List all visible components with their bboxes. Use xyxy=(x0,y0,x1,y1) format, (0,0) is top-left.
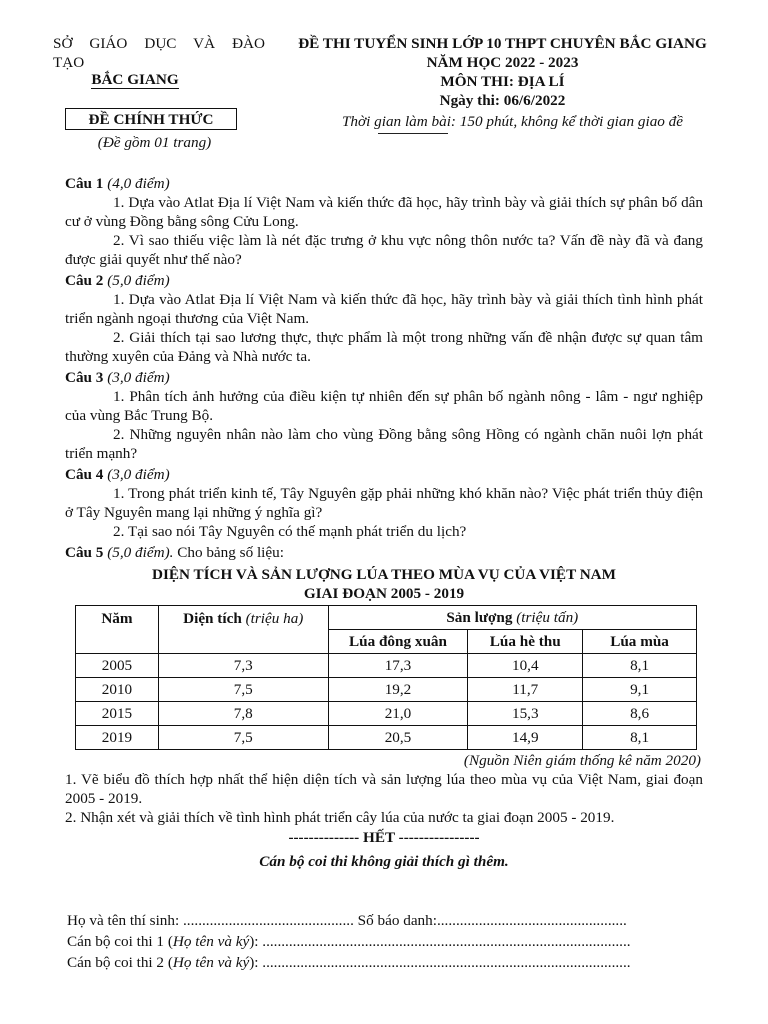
question-5 xyxy=(65,543,703,827)
table-row xyxy=(76,726,697,750)
question-item: 2. Vì sao thiếu việc làm là nét đặc trưng ở khu vực nông thôn nước ta? Vấn đề này đã và đang được giải quyết như thế nào? xyxy=(65,232,703,268)
table-cell: 8,1 xyxy=(583,726,697,750)
table-row xyxy=(76,654,697,678)
header-organization xyxy=(53,34,265,72)
table-cell: 7,8 xyxy=(158,702,328,726)
department-name-cont: TẠO xyxy=(53,54,85,71)
data-table xyxy=(75,605,697,750)
col-header-summer-autumn: Lúa hè thu xyxy=(468,630,583,654)
exam-content xyxy=(65,172,703,871)
proctor-2-label: Cán bộ coi thi 2 ( xyxy=(67,954,173,971)
question-1 xyxy=(65,174,703,269)
table-cell: 21,0 xyxy=(328,702,468,726)
question-2 xyxy=(65,271,703,366)
col-header-area-unit: (triệu ha) xyxy=(245,610,304,627)
table-cell: 2015 xyxy=(76,702,159,726)
question-points: (3,0 điểm) xyxy=(107,369,170,386)
col-header-output xyxy=(328,606,696,630)
subject: MÔN THI: ĐỊA LÍ xyxy=(440,73,565,90)
proctor-1-line xyxy=(67,931,703,952)
official-exam-badge: ĐỀ CHÍNH THỨC xyxy=(65,108,237,130)
question-label: Câu 5 xyxy=(65,544,104,561)
proctor-2-dots: ): ................................................................................................. xyxy=(249,954,631,971)
proctor-1-label: Cán bộ coi thi 1 ( xyxy=(67,933,173,950)
col-header-area-label: Diện tích xyxy=(183,610,242,627)
proctor-1-dots: ): ................................................................................................. xyxy=(249,933,631,950)
table-cell: 10,4 xyxy=(468,654,583,678)
col-header-output-label: Sản lượng xyxy=(446,609,513,626)
table-cell: 2010 xyxy=(76,678,159,702)
question-heading xyxy=(65,368,703,387)
table-cell: 14,9 xyxy=(468,726,583,750)
proctor-note: Cán bộ coi thi không giải thích gì thêm. xyxy=(259,853,509,870)
province-name xyxy=(60,70,210,89)
col-header-year: Năm xyxy=(76,606,159,654)
question-label: Câu 1 xyxy=(65,175,104,192)
exam-title: ĐỀ THI TUYỂN SINH LỚP 10 THPT CHUYÊN BẮC GIANG xyxy=(298,35,707,52)
col-header-output-unit: (triệu tấn) xyxy=(516,609,579,626)
candidate-info-line: Họ và tên thí sinh: ............................................. Số báo danh:.................................................. xyxy=(67,912,627,929)
question-heading xyxy=(65,271,703,290)
question-points: (5,0 điểm) xyxy=(107,272,170,289)
question-item: 2. Những nguyên nhân nào làm cho vùng Đồng bằng sông Hồng có ngành chăn nuôi lợn phát triển mạnh? xyxy=(65,426,703,462)
proctor-2-hint: Họ tên và ký xyxy=(172,954,250,971)
table-cell: 11,7 xyxy=(468,678,583,702)
question-item: 1. Trong phát triển kinh tế, Tây Nguyên gặp phải những khó khăn nào? Việc phát triển thủy điện ở Tây Nguyên mang lại những ý nghĩa gì? xyxy=(65,485,703,521)
question-item: 1. Dựa vào Atlat Địa lí Việt Nam và kiến thức đã học, hãy trình bày và giải thích tình hình phát triển ngành ngoại thương của Việt Nam. xyxy=(65,291,703,327)
table-source: (Nguồn Niên giám thống kê năm 2020) xyxy=(463,752,701,769)
table-title: DIỆN TÍCH VÀ SẢN LƯỢNG LÚA THEO MÙA VỤ CỦA VIỆT NAM xyxy=(151,566,616,583)
col-header-winter-spring: Lúa đông xuân xyxy=(328,630,468,654)
page-count-note: (Đề gồm 01 trang) xyxy=(97,134,212,151)
time-allowed: Thời gian làm bài: 150 phút, không kể thời gian giao đề xyxy=(341,113,684,130)
table-cell: 7,5 xyxy=(158,678,328,702)
table-row xyxy=(76,678,697,702)
table-cell: 2005 xyxy=(76,654,159,678)
school-year: NĂM HỌC 2022 - 2023 xyxy=(426,54,579,71)
table-cell: 20,5 xyxy=(328,726,468,750)
question-intro: Cho bảng số liệu: xyxy=(173,544,284,561)
question-label: Câu 4 xyxy=(65,466,104,483)
col-header-area xyxy=(158,606,328,654)
question-3 xyxy=(65,368,703,463)
table-cell: 19,2 xyxy=(328,678,468,702)
question-label: Câu 3 xyxy=(65,369,104,386)
table-cell: 7,3 xyxy=(158,654,328,678)
requirement-1: 1. Vẽ biểu đồ thích hợp nhất thể hiện diện tích và sản lượng lúa theo mùa vụ của Việt Nam, giai đoạn 2005 - 2019. xyxy=(65,771,703,807)
requirement-2: 2. Nhận xét và giải thích về tình hình phát triển cây lúa của nước ta giai đoạn 2005 - 2019. xyxy=(65,809,615,826)
signature-section xyxy=(67,910,703,973)
question-item: 2. Giải thích tại sao lương thực, thực phẩm là một trong những vấn đề nhận được sự quan tâm thường xuyên của Đảng và Nhà nước ta. xyxy=(65,329,703,365)
table-subtitle: GIAI ĐOẠN 2005 - 2019 xyxy=(303,585,465,602)
proctor-2-line xyxy=(67,952,703,973)
table-cell: 7,5 xyxy=(158,726,328,750)
table-cell: 8,1 xyxy=(583,654,697,678)
question-heading xyxy=(65,465,703,484)
department-name: SỞ GIÁO DỤC VÀ ĐÀO xyxy=(53,35,265,52)
table-cell: 15,3 xyxy=(468,702,583,726)
question-item: 2. Tại sao nói Tây Nguyên có thế mạnh phát triển du lịch? xyxy=(113,523,467,540)
end-marker: -------------- HẾT ---------------- xyxy=(288,829,480,846)
question-4 xyxy=(65,465,703,541)
question-item: 1. Phân tích ảnh hưởng của điều kiện tự nhiên đến sự phân bố ngành nông - lâm - ngư nghiệp của vùng Bắc Trung Bộ. xyxy=(65,388,703,424)
question-points: (3,0 điểm) xyxy=(107,466,170,483)
province-text: BẮC GIANG xyxy=(91,71,179,88)
question-label: Câu 2 xyxy=(65,272,104,289)
header-divider xyxy=(378,133,448,134)
exam-header xyxy=(270,34,735,110)
table-cell: 8,6 xyxy=(583,702,697,726)
exam-date: Ngày thi: 06/6/2022 xyxy=(439,92,566,109)
table-cell: 17,3 xyxy=(328,654,468,678)
table-cell: 2019 xyxy=(76,726,159,750)
question-heading xyxy=(65,174,703,193)
table-cell: 9,1 xyxy=(583,678,697,702)
question-points: (5,0 điểm). xyxy=(107,544,174,561)
table-header-row xyxy=(76,606,697,630)
col-header-main-season: Lúa mùa xyxy=(583,630,697,654)
proctor-1-hint: Họ tên và ký xyxy=(172,933,250,950)
table-row xyxy=(76,702,697,726)
question-points: (4,0 điểm) xyxy=(107,175,170,192)
question-heading xyxy=(65,543,703,562)
question-item: 1. Dựa vào Atlat Địa lí Việt Nam và kiến thức đã học, hãy trình bày và giải thích sự phân bố dân cư ở vùng Đồng bằng sông Cửu Long. xyxy=(65,194,703,230)
